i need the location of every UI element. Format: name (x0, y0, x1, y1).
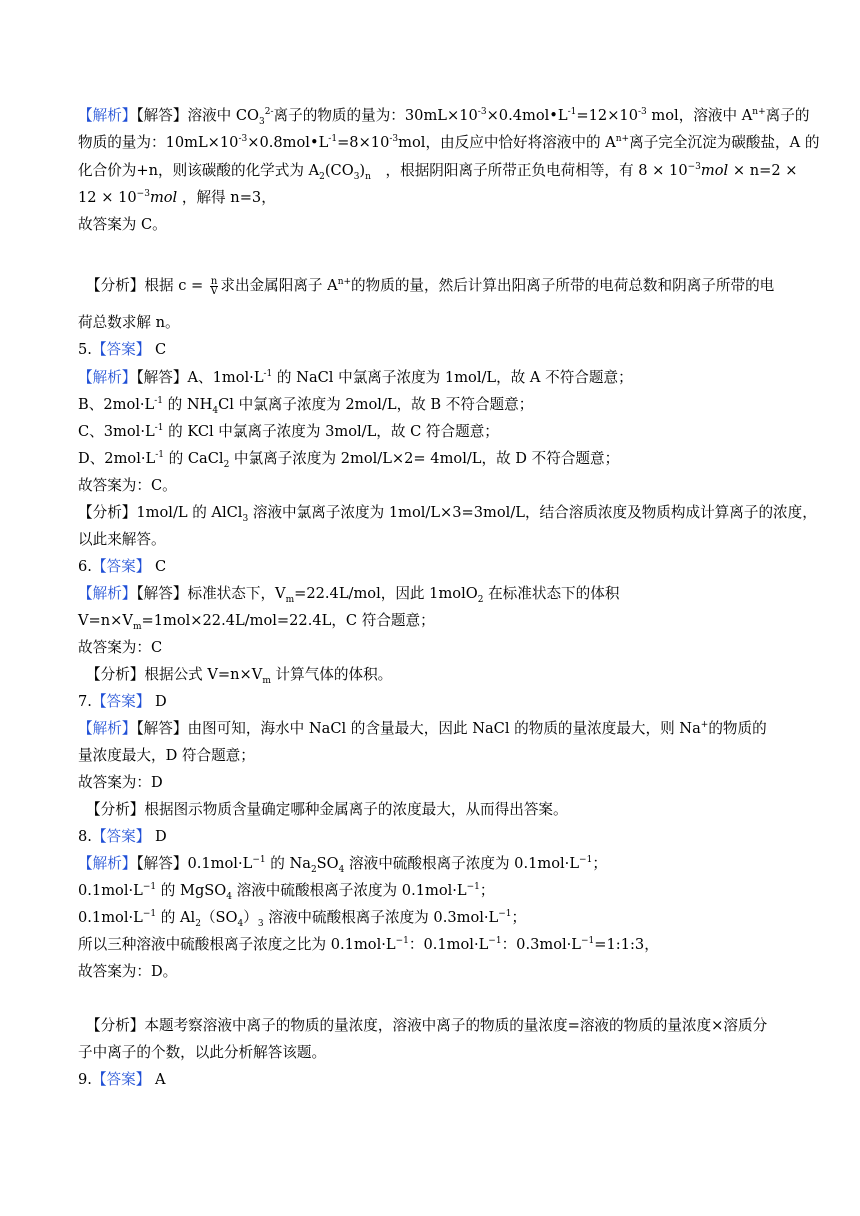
text: A、1mol·L (187, 369, 264, 386)
analysis-line-4d (78, 188, 276, 208)
text: （SO (200, 909, 238, 926)
text: 【分析】1mol/L 的 AlCl (78, 504, 243, 521)
text: 的 NaCl 中氯离子浓度为 1mol/L，故 A 不符合题意； (272, 369, 633, 386)
text: 4 (338, 864, 345, 875)
text: 溶液中硫酸根离子浓度为 0.1mol·L (344, 855, 580, 872)
text: -1 (328, 134, 338, 145)
question-8-answer (78, 827, 167, 847)
text: 3 (257, 918, 264, 929)
text: −1 (142, 882, 157, 893)
text: 的 Al (156, 909, 196, 926)
answer-value: D (150, 693, 167, 710)
text: ：0.1mol·L (408, 936, 489, 953)
q6-line-b (78, 611, 435, 631)
answer-detail-tag: 【解答】 (136, 855, 188, 872)
text: -1 (154, 396, 164, 407)
text: -3 (638, 107, 647, 118)
text: −1 (395, 936, 409, 947)
analysis-tag: 【解析】 (78, 855, 137, 872)
analysis-note-4 (86, 276, 774, 296)
text: 4 (237, 918, 244, 929)
text: 【分析】根据 c = (86, 277, 208, 294)
text: mol (700, 162, 729, 179)
text: n+ (615, 134, 630, 145)
text: n+ (752, 107, 766, 118)
text: 故答案为：D (78, 774, 163, 791)
text: 的 Na (265, 855, 311, 872)
text: n+ (337, 277, 352, 288)
q8-line-b (78, 881, 495, 901)
text: n (365, 171, 371, 182)
q5-analysis-b (78, 530, 166, 550)
text: =8×10 (337, 134, 390, 151)
q8-line-c (78, 908, 526, 928)
q5-analysis (78, 503, 817, 523)
text: 求出金属阳离子 A (220, 277, 338, 294)
answer-tag: 【答案】 (91, 1071, 151, 1088)
text: ：0.3mol·L (501, 936, 582, 953)
text: −1 (498, 909, 512, 920)
text: mol，溶液中 A (646, 107, 753, 124)
text: V (210, 285, 218, 297)
text: -1 (154, 423, 164, 434)
text: m (132, 621, 142, 632)
text: ） (243, 909, 258, 926)
q8-line-d (78, 935, 659, 955)
text: -1 (567, 107, 577, 118)
text: −1 (581, 936, 595, 947)
text: 故答案为 C。 (78, 216, 167, 233)
analysis-line-4a (78, 106, 809, 126)
text: × n=2 × (728, 162, 798, 179)
text: (CO (324, 162, 354, 179)
text: 的 KCl 中氯离子浓度为 3mol/L，故 C 符合题意； (163, 423, 499, 440)
text: ，根据阴阳离子所带正负电荷相等，有 8 × 10 (370, 162, 688, 179)
text: 【分析】根据图示物质含量确定哪种金属离子的浓度最大，从而得出答案。 (86, 801, 568, 818)
q7-conclusion (78, 773, 163, 793)
text: ； (592, 855, 607, 872)
text: 的 MgSO (156, 882, 227, 899)
text: −1 (466, 882, 480, 893)
text: 离子的 (765, 107, 810, 124)
text: Cl 中氯离子浓度为 2mol/L，故 B 不符合题意； (218, 396, 534, 413)
q5-conclusion (78, 476, 177, 496)
text: 故答案为：D。 (78, 963, 178, 980)
question-number: 6. (78, 558, 92, 575)
text: 故答案为：C (78, 639, 163, 656)
text: -3 (389, 134, 399, 145)
answer-tag: 【答案】 (91, 693, 151, 710)
text: 计算气体的体积。 (270, 666, 393, 683)
text: −1 (488, 936, 502, 947)
text: 所以三种溶液中硫酸根离子浓度之比为 0.1mol·L (78, 936, 396, 953)
answer-value: D (150, 828, 167, 845)
text: 化合价为+n，则该碳酸的化学式为 A (78, 162, 320, 179)
text: 4 (212, 405, 219, 416)
text: n (210, 275, 218, 287)
analysis-tag: 【解析】 (78, 107, 137, 124)
answer-detail-tag: 【解答】 (136, 585, 188, 602)
analysis-line-4b (78, 133, 819, 153)
q5-line-c (78, 422, 499, 442)
text: 3 (259, 116, 265, 127)
analysis-tag: 【解析】 (78, 369, 137, 386)
answer-tag: 【答案】 (91, 558, 151, 575)
analysis-tag: 【解析】 (78, 720, 137, 737)
answer-detail-tag: 【解答】 (136, 107, 188, 124)
text: 4 (226, 891, 232, 902)
text: ×0.8mol•L (247, 134, 329, 151)
text: ，解得 n=3， (177, 189, 276, 206)
text: 子中离子的个数，以此分析解答该题。 (78, 1044, 327, 1061)
text: -3 (477, 107, 487, 118)
q8-conclusion (78, 962, 177, 982)
text: 中氯离子浓度为 2mol/L×2= 4mol/L，故 D 不符合题意； (229, 450, 620, 467)
text: =1mol×22.4L/mol=22.4L，C 符合题意； (141, 612, 435, 629)
answer-conclusion-4 (78, 215, 167, 235)
q8-analysis (86, 1016, 767, 1036)
q6-line-a (78, 584, 619, 604)
text: 溶液中氯离子浓度为 1mol/L×3=3mol/L，结合溶质浓度及物质构成计算离子的浓度， (248, 504, 817, 521)
text: 量浓度最大，D 符合题意； (78, 747, 255, 764)
text: 在标准状态下的体积 (483, 585, 620, 602)
q5-line-b (78, 395, 533, 415)
text: D、2mol·L (78, 450, 156, 467)
q7-line-a (78, 719, 767, 739)
text: mol (149, 189, 178, 206)
text: ； (479, 882, 495, 899)
text: m (285, 594, 295, 605)
question-number: 5. (78, 341, 92, 358)
text: 12 × 10 (78, 189, 137, 206)
answer-detail-tag: 【解答】 (136, 720, 188, 737)
text: 3 (242, 513, 249, 524)
text: 2 (195, 918, 201, 929)
q5-line-a (78, 368, 633, 388)
text: 溶液中硫酸根离子浓度为 0.3mol·L (263, 909, 499, 926)
text: −3 (136, 189, 150, 200)
text: 离子的物质的量为：30mL×10 (273, 107, 478, 124)
text: mol，由反应中恰好将溶液中的 A (398, 134, 616, 151)
text: 2 (319, 171, 325, 182)
q8-line-a (78, 854, 607, 874)
question-9-answer (78, 1070, 166, 1090)
text: 2 (477, 594, 484, 605)
text: -1 (155, 450, 164, 461)
text: 【分析】根据公式 V=n×V (86, 666, 263, 683)
text: -1 (263, 369, 273, 380)
q6-conclusion (78, 638, 162, 658)
q6-analysis (86, 665, 392, 685)
text: −1 (142, 909, 157, 920)
text: 溶液中硫酸根离子浓度为 0.1mol·L (231, 882, 467, 899)
question-7-answer (78, 692, 167, 712)
q7-analysis (86, 800, 568, 820)
answer-tag: 【答案】 (91, 341, 151, 358)
text: 的 NH (163, 396, 213, 413)
answer-value: A (150, 1071, 166, 1088)
text: 物质的量为：10mL×10 (78, 134, 239, 151)
text: 离子完全沉淀为碳酸盐，A 的 (629, 134, 820, 151)
q8-analysis-b (78, 1043, 326, 1063)
text: 以此来解答。 (78, 531, 166, 548)
text: 的 CaCl (163, 450, 224, 467)
text: m (262, 675, 271, 686)
text: =22.4L/mol，因此 1molO (294, 585, 478, 602)
question-5-answer (78, 340, 166, 360)
text: SO (316, 855, 339, 872)
text: -3 (238, 134, 248, 145)
fraction-n-over-v (210, 277, 218, 296)
text: + (700, 720, 709, 731)
answer-value: C (150, 341, 167, 358)
analysis-note-4b (78, 313, 180, 333)
question-number: 8. (78, 828, 92, 845)
answer-value: C (150, 558, 167, 575)
answer-detail-tag: 【解答】 (136, 369, 188, 386)
text: 荷总数求解 n。 (78, 314, 180, 331)
text: B、2mol·L (78, 396, 155, 413)
text: 0.1mol·L (78, 882, 143, 899)
text: 0.1mol·L (187, 855, 253, 872)
question-number: 7. (78, 693, 92, 710)
analysis-tag: 【解析】 (78, 585, 137, 602)
text: ； (511, 909, 527, 926)
text: ×0.4mol•L (486, 107, 568, 124)
answer-tag: 【答案】 (91, 828, 151, 845)
text: 的物质的量，然后计算出阳离子所带的电荷总数和阴离子所带的电 (351, 277, 775, 294)
text: −3 (687, 162, 701, 173)
text: 2 (223, 459, 230, 470)
text: V=n×V (78, 612, 133, 629)
text: 故答案为：C。 (78, 477, 177, 494)
text: 溶液中 CO (187, 107, 260, 124)
text: 的物质的 (708, 720, 767, 737)
analysis-line-4c (78, 161, 798, 181)
text: =1:1:3， (594, 936, 659, 953)
question-number: 9. (78, 1071, 92, 1088)
text: =12×10 (576, 107, 638, 124)
text: 标准状态下，V (187, 585, 286, 602)
text: 0.1mol·L (78, 909, 143, 926)
text: 3 (353, 171, 360, 182)
text: −1 (579, 855, 593, 866)
question-6-answer (78, 557, 166, 577)
text: 由图可知，海水中 NaCl 的含量最大，因此 NaCl 的物质的量浓度最大，则 Na (187, 720, 701, 737)
text: 2 (310, 864, 317, 875)
q5-line-d (78, 449, 619, 469)
text: −1 (252, 855, 266, 866)
text: 【分析】本题考察溶液中离子的物质的量浓度，溶液中离子的物质的量浓度=溶液的物质的量浓度×溶质分 (86, 1017, 768, 1034)
q7-line-b (78, 746, 255, 766)
text: ) (359, 162, 366, 179)
text: C、3mol·L (78, 423, 155, 440)
text: 2- (264, 107, 274, 118)
